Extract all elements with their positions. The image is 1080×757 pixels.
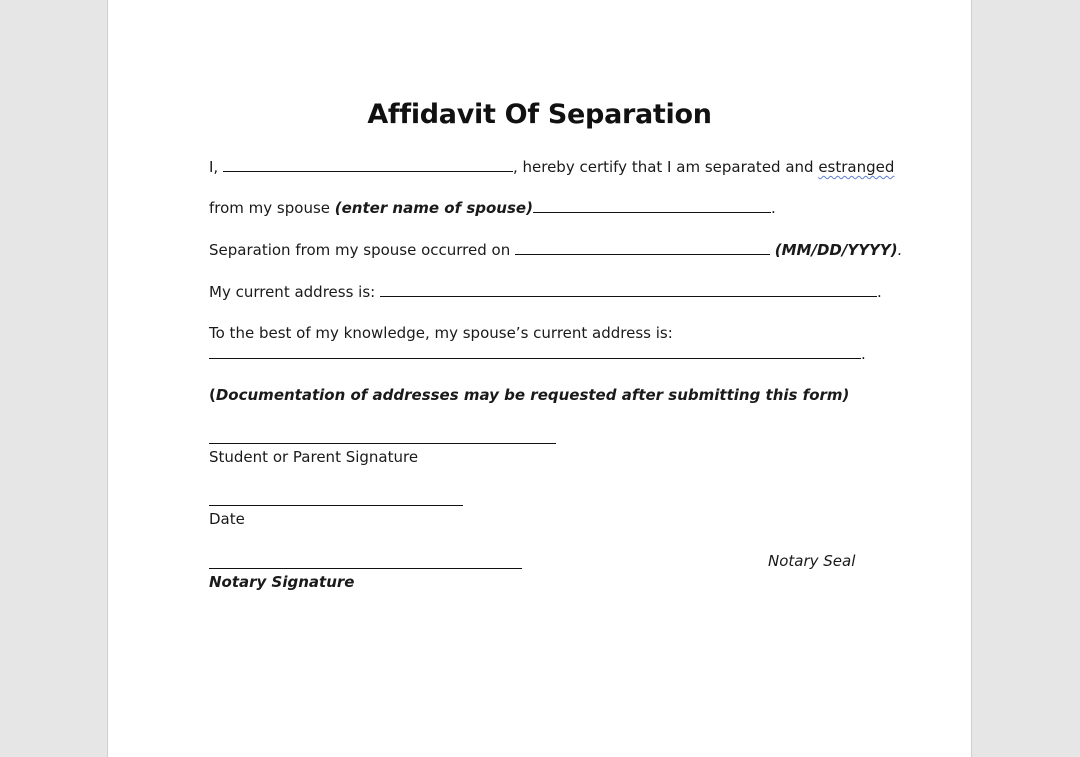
spouse-address-blank[interactable] — [209, 344, 861, 359]
my-address-blank[interactable] — [380, 282, 877, 297]
date-line[interactable] — [209, 505, 463, 506]
spouse-prefix: from my spouse — [209, 199, 335, 217]
note-open-paren: ( — [209, 386, 216, 404]
student-signature-line[interactable] — [209, 443, 556, 444]
date-format-hint: (MM/DD/YYYY) — [774, 241, 898, 259]
spellcheck-flagged-word[interactable]: estranged — [818, 158, 895, 176]
spouse-line — [209, 198, 776, 218]
spouse-address-suffix: . — [861, 345, 866, 363]
notary-seal-label: Notary Seal — [768, 552, 856, 570]
spouse-name-blank[interactable] — [533, 198, 771, 213]
spouse-name-hint: (enter name of spouse) — [334, 199, 533, 217]
separation-suffix: . — [897, 241, 903, 259]
note-text: Documentation of addresses may be requested after submitting this form) — [215, 386, 850, 404]
my-address-line — [209, 282, 882, 302]
separation-date-line — [209, 240, 902, 260]
separation-prefix: Separation from my spouse occurred on — [209, 241, 515, 259]
certify-prefix: I, — [209, 158, 223, 176]
notary-signature-label: Notary Signature — [209, 573, 355, 591]
certify-line — [209, 157, 894, 177]
documentation-note — [209, 385, 849, 405]
name-blank[interactable] — [223, 157, 513, 172]
spouse-address-line — [209, 344, 866, 364]
student-signature-label: Student or Parent Signature — [209, 448, 419, 466]
document-page — [107, 0, 972, 757]
date-label: Date — [209, 510, 245, 528]
my-address-suffix: . — [876, 283, 882, 301]
document-title: Affidavit Of Separation — [367, 99, 712, 130]
separation-date-blank[interactable] — [515, 240, 770, 255]
spouse-address-label: To the best of my knowledge, my spouse’s current address is: — [209, 324, 673, 342]
notary-signature-line[interactable] — [209, 568, 522, 569]
my-address-prefix: My current address is: — [209, 283, 380, 301]
certify-middle: , hereby certify that I am separated and — [512, 158, 819, 176]
spouse-suffix: . — [770, 199, 776, 217]
